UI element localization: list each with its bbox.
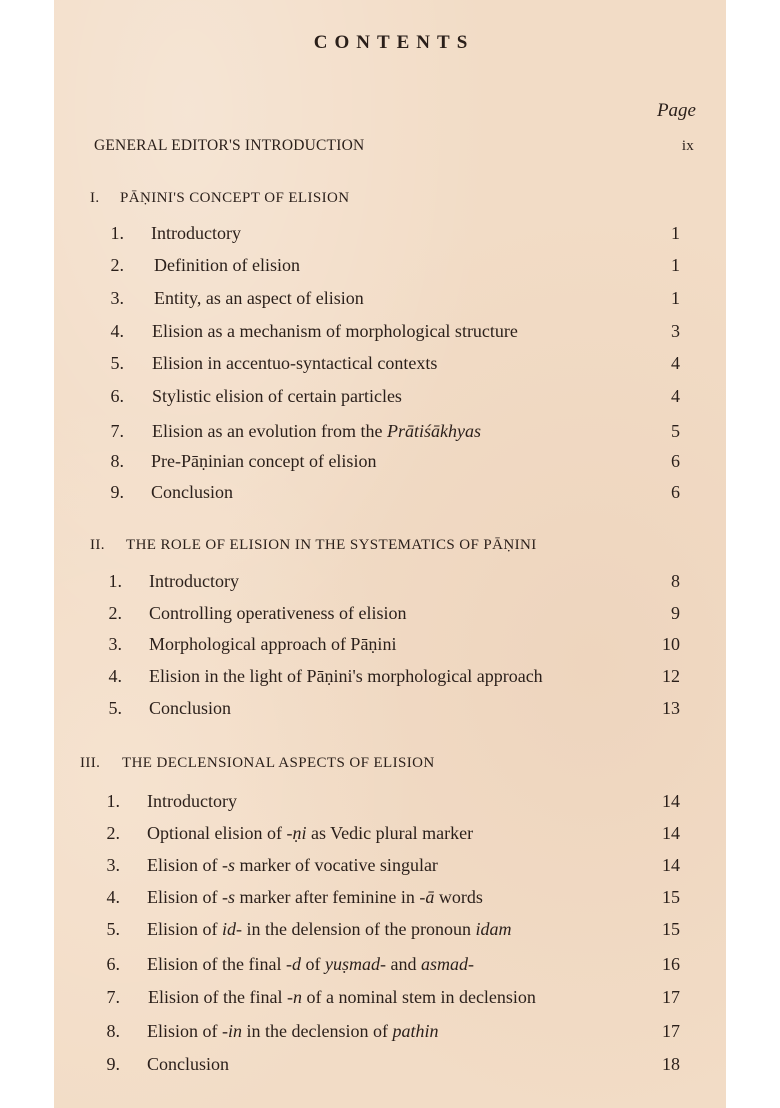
section-number: 1. [110,223,124,243]
toc-page-number: 8 [671,571,680,591]
toc-page-number: 18 [662,1054,680,1074]
toc-section-row [54,448,726,474]
section-title: Morphological approach of Pāṇini [149,634,397,654]
toc-page-number: 14 [662,855,680,875]
section-number: 6. [106,954,120,974]
toc-section-row [54,1051,726,1077]
toc-page-number: 14 [662,823,680,843]
section-number: 5. [106,919,120,939]
toc-section-row [54,695,726,721]
section-number: 1. [108,571,122,591]
toc-section-row [54,600,726,626]
section-title: Stylistic elision of certain particles [152,386,402,406]
section-number: 9. [110,482,124,502]
toc-page-number: 17 [662,1021,680,1041]
section-number: 2. [108,603,122,623]
toc-section-row [54,479,726,505]
toc-page-number: 9 [671,603,680,623]
toc-page-number: 12 [662,666,680,686]
toc-chapter-heading [54,532,726,558]
toc-section-row [54,951,726,977]
chapter-numeral: III. [80,755,101,771]
section-title: Elision of -s marker after feminine in -ā words [147,887,483,907]
toc-page-number: ix [681,138,694,154]
toc-section-row [54,383,726,409]
section-title: Elision as a mechanism of morphological structure [152,321,518,341]
toc-page-number: 4 [671,353,680,373]
toc-chapter-heading [54,750,726,776]
section-title: Elision of the final -d of yuṣmad- and asmad- [147,954,474,974]
toc-section-row [54,220,726,246]
section-number: 4. [108,666,122,686]
section-number: 9. [106,1054,120,1074]
toc-page-number: 14 [662,791,680,811]
toc-section-row [54,631,726,657]
toc-page-number: 10 [662,634,680,654]
section-number: 4. [106,887,120,907]
chapter-numeral: II. [90,537,105,553]
toc-page-number: 13 [662,698,680,718]
toc-page-number: 4 [671,386,680,406]
toc-page-number: 16 [662,954,680,974]
toc-section-row [54,788,726,814]
toc-section-row [54,984,726,1010]
section-title: Elision of -in in the declension of pathin [147,1021,439,1041]
toc-section-row [54,350,726,376]
toc-section-row [54,916,726,942]
book-page [54,0,726,1108]
section-title: Controlling operativeness of elision [149,603,407,623]
toc-section-row [54,568,726,594]
section-title: Conclusion [149,698,232,718]
chapter-title: THE DECLENSIONAL ASPECTS OF ELISION [122,755,435,771]
chapter-title: PĀṆINI'S CONCEPT OF ELISION [120,190,350,206]
section-title: Conclusion [147,1054,230,1074]
section-title: Definition of elision [154,255,300,275]
toc-section-row [54,852,726,878]
section-number: 6. [110,386,124,406]
section-title: Introductory [149,571,239,591]
section-number: 2. [106,823,120,843]
section-title: Elision of -s marker of vocative singular [147,855,438,875]
section-number: 3. [108,634,122,654]
toc-front-matter-row [54,133,726,159]
section-title: Introductory [151,223,241,243]
toc-page-number: 1 [671,255,680,275]
toc-entry-label: GENERAL EDITOR'S INTRODUCTION [94,137,365,154]
section-title: Elision as an evolution from the Prātiśākhyas [152,421,481,441]
page-title: CONTENTS [313,32,475,53]
section-number: 8. [110,451,124,471]
toc-section-row [54,1018,726,1044]
section-title: Elision in the light of Pāṇini's morphological approach [149,666,543,686]
toc-section-row [54,418,726,444]
section-number: 7. [110,421,124,441]
toc-page-number: 6 [671,451,680,471]
section-number: 5. [110,353,124,373]
toc-page-number: 5 [671,421,680,441]
toc-page-number: 3 [671,321,680,341]
toc-chapter-heading [54,185,726,211]
section-title: Entity, as an aspect of elision [154,288,364,308]
section-number: 2. [110,255,124,275]
toc-section-row [54,820,726,846]
section-number: 5. [108,698,122,718]
toc-section-row [54,252,726,278]
toc-page-number: 1 [671,223,680,243]
toc-page-number: 6 [671,482,680,502]
section-number: 8. [106,1021,120,1041]
toc-section-row [54,318,726,344]
section-title: Pre-Pāṇinian concept of elision [151,451,377,471]
page-column-label: Page [656,100,696,121]
section-number: 4. [110,321,124,341]
section-number: 3. [106,855,120,875]
toc-page-number: 15 [662,919,680,939]
section-title: Optional elision of -ṇi as Vedic plural marker [147,823,474,843]
section-title: Elision in accentuo-syntactical contexts [152,353,438,373]
section-number: 7. [106,987,120,1007]
toc-page-number: 1 [671,288,680,308]
section-title: Conclusion [151,482,234,502]
toc-section-row [54,663,726,689]
section-number: 3. [110,288,124,308]
toc-section-row [54,884,726,910]
section-number: 1. [106,791,120,811]
section-title: Elision of id- in the delension of the pronoun idam [147,919,512,939]
chapter-title: THE ROLE OF ELISION IN THE SYSTEMATICS OF PĀṆINI [126,537,537,553]
chapter-numeral: I. [90,190,100,206]
section-title: Introductory [147,791,237,811]
toc-section-row [54,285,726,311]
toc-page-number: 17 [662,987,680,1007]
toc-page-number: 15 [662,887,680,907]
section-title: Elision of the final -n of a nominal stem in declension [148,987,536,1007]
